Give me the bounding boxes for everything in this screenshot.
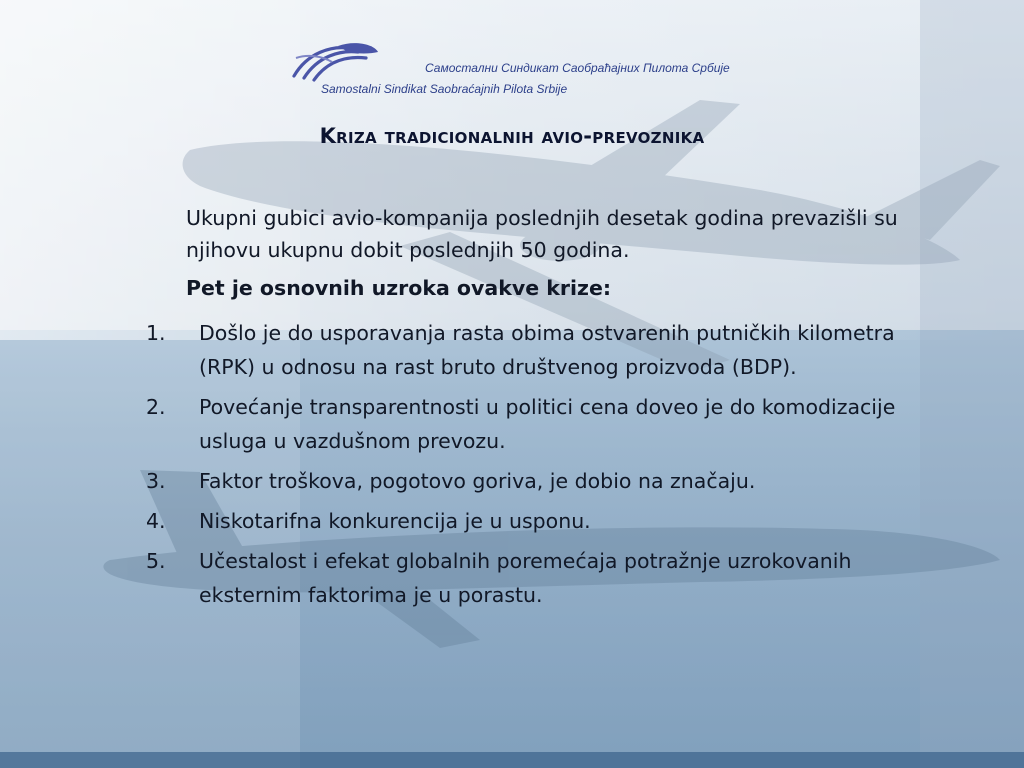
list-item-number: 3.: [146, 469, 166, 493]
list-item: [146, 544, 946, 612]
list-item: [146, 464, 946, 498]
list-item-number: 5.: [146, 549, 166, 573]
list-item-number: 4.: [146, 509, 166, 533]
list-item: [146, 504, 946, 538]
reasons-list: [146, 316, 946, 618]
list-item-number: 1.: [146, 321, 166, 345]
slide-header: [0, 0, 1024, 110]
list-item-text: Niskotarifna konkurencija je u usponu.: [199, 509, 591, 533]
org-name-latin: Samostalni Sindikat Saobraćajnih Pilota Srbije: [321, 82, 568, 96]
list-item: [146, 316, 946, 384]
slide-title: Kriza tradicionalnih avio-prevoznika: [319, 124, 705, 148]
lead-sentence: Pet je osnovnih uzroka ovakve krize:: [186, 276, 612, 300]
list-item-text: Učestalost i efekat globalnih poremećaja potražnje uzrokovanih eksternim faktorima je u porastu.: [199, 549, 852, 607]
list-item-text: Faktor troškova, pogotovo goriva, je dobio na značaju.: [199, 469, 756, 493]
wings-logo-icon: [288, 40, 380, 84]
list-item-text: Došlo je do usporavanja rasta obima ostvarenih putničkih kilometra (RPK) u odnosu na rast bruto društvenog proizvoda (BDP).: [199, 321, 895, 379]
list-item: [146, 390, 946, 458]
list-item-number: 2.: [146, 395, 166, 419]
intro-paragraph: Ukupni gubici avio-kompanija poslednjih desetak godina prevazišli su njihovu ukupnu dobit poslednjih 50 godina.: [186, 206, 898, 262]
org-name-cyrillic: Самостални Синдикат Саобраћајних Пилота Србије: [425, 61, 730, 75]
list-item-text: Povećanje transparentnosti u politici cena doveo je do komodizacije usluga u vazdušnom prevozu.: [199, 395, 896, 453]
